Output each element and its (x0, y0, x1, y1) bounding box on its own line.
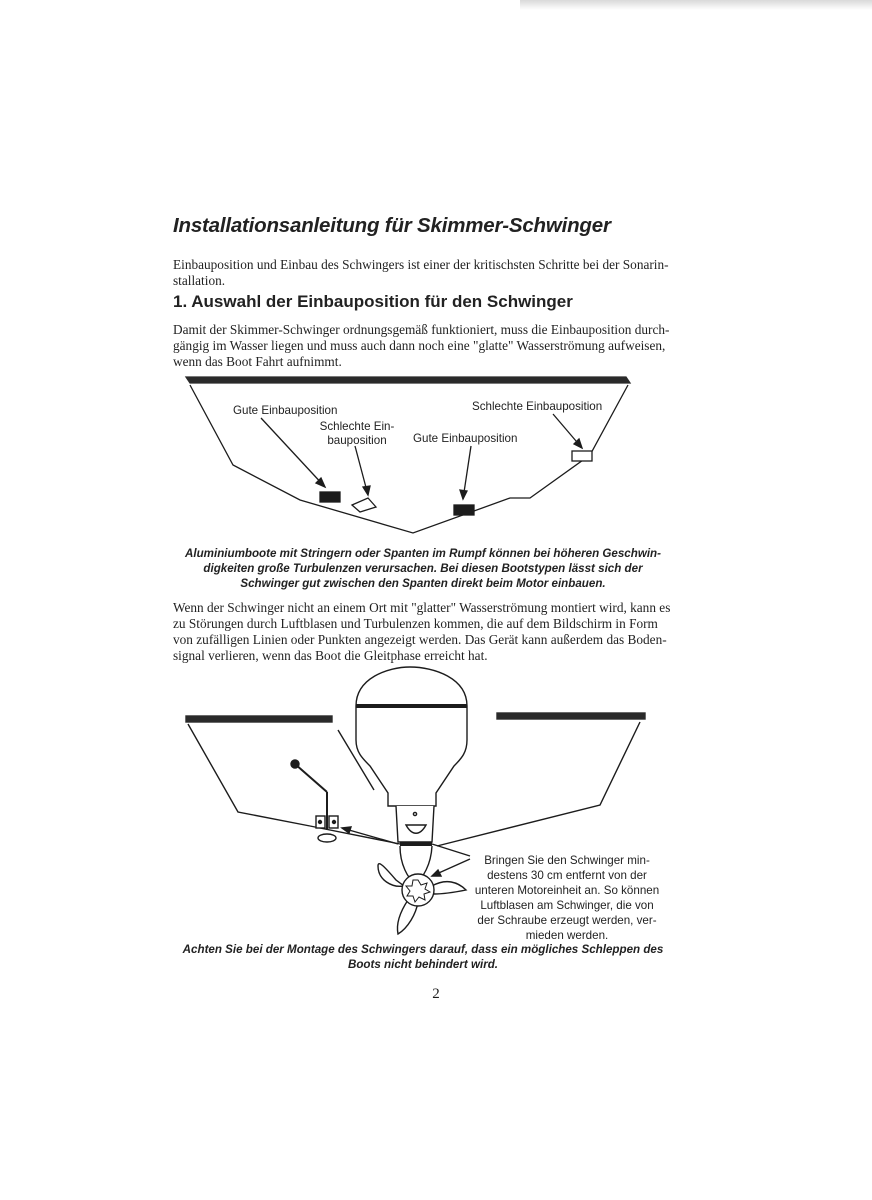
label-bad-left-line: bauposition (327, 434, 387, 447)
hull-left-inner (338, 730, 374, 790)
caption-line: Aluminiumboote mit Stringern oder Spanten im Rumpf können bei höheren Geschwin- (184, 547, 662, 560)
caption-line: Achten Sie bei der Montage des Schwingers darauf, dass ein mögliches Schleppen des (182, 943, 664, 956)
callout-line: Bringen Sie den Schwinger min- (484, 854, 650, 867)
page-number: 2 (432, 986, 440, 1002)
propeller-blade-lower (397, 900, 418, 934)
transom-left (186, 716, 332, 722)
hull-right-line (437, 722, 640, 846)
transducer-bad-right (572, 451, 592, 461)
label-bad-left-line: Schlechte Ein- (319, 420, 395, 433)
turbulence-line: zu Störungen durch Luftblasen und Turbulenzen kommen, die auf dem Bildschirm in Form (173, 616, 658, 631)
transom-right (497, 713, 645, 719)
transducer-bracket-left (316, 816, 325, 828)
page-title: Installationsanleitung für Skimmer-Schwinger (173, 214, 611, 237)
transducer-arm-knob (291, 760, 299, 768)
caption-line: digkeiten große Turbulenzen verursachen. Bei diesen Bootstypen lässt sich der (203, 562, 643, 575)
section-line: gängig im Wasser liegen und muss auch dann noch eine "glatte" Wasserströmung aufweisen, (173, 338, 666, 353)
transducer-arm (295, 764, 327, 792)
callout-line: mieden werden. (525, 929, 609, 942)
pointer-bad-left (355, 446, 368, 495)
transducer-sensor (318, 834, 336, 842)
hull-deck (186, 377, 630, 383)
propeller-blade-upper (378, 864, 404, 887)
motor-leg (396, 806, 434, 842)
turbulence-line: Wenn der Schwinger nicht an einem Ort mit "glatter" Wasserströmung montiert wird, kann es (173, 600, 671, 615)
caption-line: Boots nicht behindert wird. (347, 958, 499, 971)
callout-line: der Schraube erzeugt werden, ver- (477, 914, 657, 927)
section-paragraph (173, 322, 673, 370)
hull-left-line (188, 724, 310, 826)
label-good-center: Gute Einbauposition (413, 432, 518, 445)
distance-callout (460, 853, 674, 943)
section-line: Damit der Skimmer-Schwinger ordnungsgemäß funktioniert, muss die Einbauposition durch- (173, 322, 670, 337)
intro-paragraph (173, 257, 673, 289)
label-bad-left (312, 420, 402, 448)
pointer-good-center (463, 446, 471, 499)
section-line: wenn das Boot Fahrt aufnimmt. (173, 354, 342, 369)
intro-line: stallation. (173, 273, 226, 288)
transducer-good-center (454, 505, 474, 515)
transducer-bad-left (352, 498, 376, 512)
intro-line: Einbauposition und Einbau des Schwingers ist einer der kritischsten Schritte bei der Sonarin- (173, 257, 669, 272)
turbulence-line: von zufälligen Linien oder Punkten angezeigt werden. Das Gerät kann außerdem das Boden- (173, 632, 667, 647)
motor-screw-dot (413, 812, 416, 815)
motor-cowling (356, 667, 467, 806)
callout-line: destens 30 cm entfernt von der (487, 869, 647, 882)
scan-shadow (520, 0, 872, 10)
caption-aluminium (173, 546, 673, 591)
label-bad-right: Schlechte Einbauposition (472, 400, 603, 413)
turbulence-line: signal verlieren, wenn das Boot die Gleitphase erreicht hat. (173, 648, 488, 663)
motor-gearcase (400, 846, 432, 884)
label-good-left: Gute Einbauposition (233, 404, 338, 417)
turbulence-paragraph (173, 600, 683, 664)
hull-bottom-line (310, 826, 400, 844)
caption-line: Schwinger gut zwischen den Spanten direkt beim Motor einbauen. (240, 577, 606, 590)
transducer-good-left (320, 492, 340, 502)
transducer-bracket-right (329, 816, 338, 828)
section-heading: 1. Auswahl der Einbauposition für den Schwinger (173, 292, 573, 311)
callout-line: unteren Motoreinheit an. So können (474, 884, 660, 897)
propeller-hub (402, 874, 434, 906)
propeller-nut (406, 880, 430, 902)
distance-line-from-transducer (342, 828, 398, 844)
caption-mounting (163, 942, 683, 972)
motor-cavitation-plate (406, 825, 426, 833)
callout-line: Luftblasen am Schwinger, die von (480, 899, 654, 912)
pointer-bad-right (553, 414, 582, 448)
